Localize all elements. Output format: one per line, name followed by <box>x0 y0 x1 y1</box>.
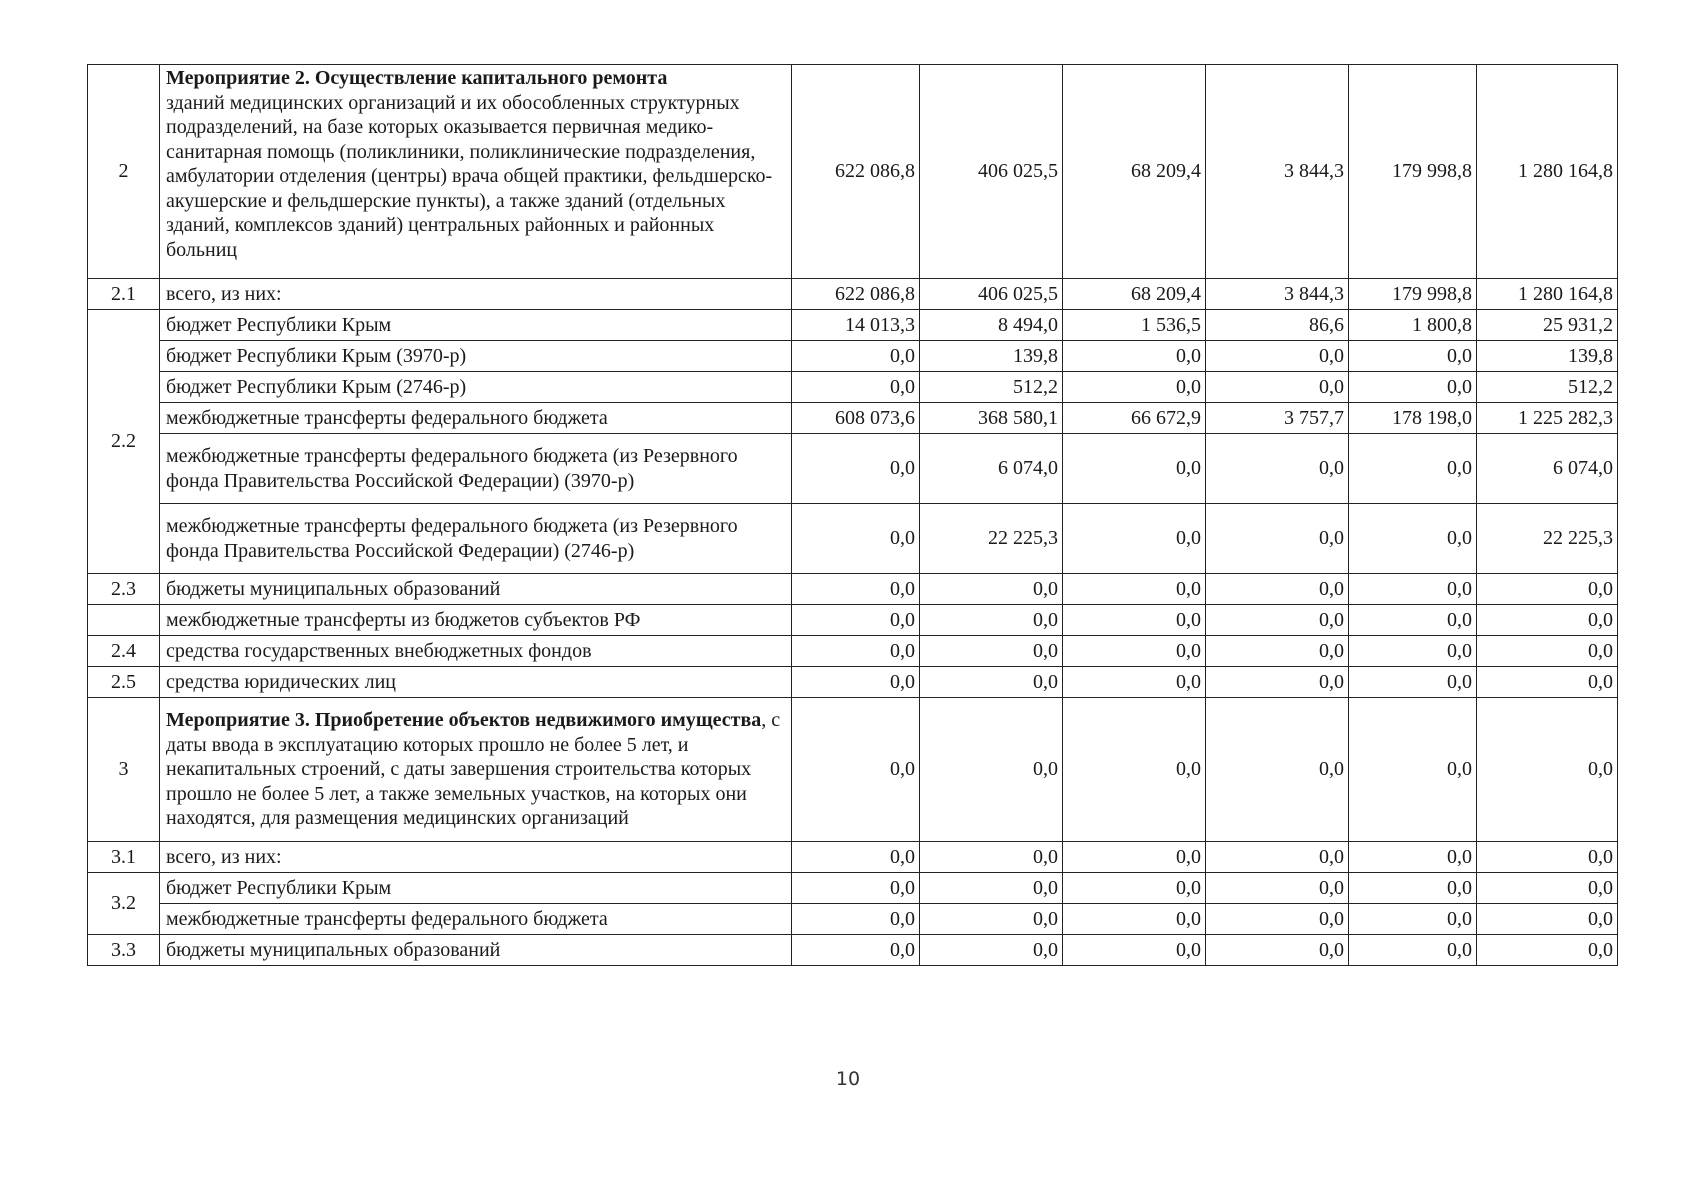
description-text: средства юридических лиц <box>166 670 396 693</box>
table-row <box>88 65 1618 279</box>
value-cell: 0,0 <box>1206 667 1349 698</box>
value-cell: 1 280 164,8 <box>1477 65 1618 279</box>
value-cell: 0,0 <box>1206 904 1349 935</box>
value-cell: 0,0 <box>1063 636 1206 667</box>
value-cell: 0,0 <box>1206 842 1349 873</box>
value-cell: 1 800,8 <box>1349 310 1477 341</box>
value-cell: 0,0 <box>1063 574 1206 605</box>
row-description <box>160 504 792 574</box>
value-cell: 0,0 <box>1349 574 1477 605</box>
value-cell: 6 074,0 <box>920 434 1063 504</box>
value-cell: 0,0 <box>1206 574 1349 605</box>
value-cell: 0,0 <box>920 667 1063 698</box>
value-cell: 608 073,6 <box>792 403 920 434</box>
value-cell: 0,0 <box>1206 698 1349 842</box>
row-description <box>160 279 792 310</box>
value-cell: 368 580,1 <box>920 403 1063 434</box>
value-cell: 0,0 <box>1206 341 1349 372</box>
value-cell: 0,0 <box>920 574 1063 605</box>
row-description <box>160 904 792 935</box>
value-cell: 406 025,5 <box>920 279 1063 310</box>
value-cell: 0,0 <box>792 574 920 605</box>
description-text: бюджет Республики Крым <box>166 313 392 336</box>
value-cell: 0,0 <box>792 504 920 574</box>
row-description <box>160 372 792 403</box>
row-number: 2.4 <box>88 636 160 667</box>
value-cell: 25 931,2 <box>1477 310 1618 341</box>
row-description <box>160 574 792 605</box>
value-cell: 0,0 <box>792 873 920 904</box>
value-cell: 0,0 <box>1349 873 1477 904</box>
value-cell: 0,0 <box>1206 873 1349 904</box>
table-row <box>88 698 1618 842</box>
value-cell: 0,0 <box>920 636 1063 667</box>
row-description <box>160 434 792 504</box>
row-description <box>160 341 792 372</box>
value-cell: 0,0 <box>920 605 1063 636</box>
value-cell: 0,0 <box>792 698 920 842</box>
value-cell: 0,0 <box>1063 605 1206 636</box>
value-cell: 0,0 <box>1477 873 1618 904</box>
table-row <box>88 341 1618 372</box>
value-cell: 66 672,9 <box>1063 403 1206 434</box>
value-cell: 0,0 <box>1206 372 1349 403</box>
value-cell: 0,0 <box>1063 842 1206 873</box>
measure-title: Мероприятие 2. Осуществление капитального ремонта <box>166 67 668 89</box>
row-description <box>160 310 792 341</box>
value-cell: 0,0 <box>1206 605 1349 636</box>
value-cell: 3 757,7 <box>1206 403 1349 434</box>
measure-title: Мероприятие 3. Приобретение объектов недвижимого имущества <box>166 709 762 732</box>
value-cell: 0,0 <box>1063 341 1206 372</box>
value-cell: 406 025,5 <box>920 65 1063 279</box>
value-cell: 0,0 <box>1349 698 1477 842</box>
value-cell: 0,0 <box>792 935 920 966</box>
value-cell: 22 225,3 <box>1477 504 1618 574</box>
description-text: межбюджетные трансферты федерального бюджета <box>166 907 608 930</box>
value-cell: 0,0 <box>1477 935 1618 966</box>
value-cell: 0,0 <box>1477 904 1618 935</box>
table-row <box>88 434 1618 504</box>
row-description <box>160 636 792 667</box>
table-row <box>88 935 1618 966</box>
value-cell: 68 209,4 <box>1063 279 1206 310</box>
row-number: 2 <box>88 65 160 279</box>
value-cell: 22 225,3 <box>920 504 1063 574</box>
table-row <box>88 667 1618 698</box>
value-cell: 139,8 <box>920 341 1063 372</box>
value-cell: 0,0 <box>1477 698 1618 842</box>
value-cell: 0,0 <box>1206 935 1349 966</box>
value-cell: 0,0 <box>792 667 920 698</box>
value-cell: 0,0 <box>792 605 920 636</box>
description-text: всего, из них: <box>166 845 282 868</box>
value-cell: 0,0 <box>1349 605 1477 636</box>
value-cell: 0,0 <box>1206 636 1349 667</box>
value-cell: 0,0 <box>1349 935 1477 966</box>
value-cell: 0,0 <box>792 434 920 504</box>
value-cell: 0,0 <box>920 873 1063 904</box>
value-cell: 622 086,8 <box>792 279 920 310</box>
value-cell: 139,8 <box>1477 341 1618 372</box>
description-text: бюджет Республики Крым <box>166 876 392 899</box>
row-number: 3 <box>88 698 160 842</box>
value-cell: 0,0 <box>1206 434 1349 504</box>
value-cell: 0,0 <box>1063 504 1206 574</box>
value-cell: 0,0 <box>1063 372 1206 403</box>
value-cell: 0,0 <box>1349 842 1477 873</box>
value-cell: 512,2 <box>920 372 1063 403</box>
value-cell: 0,0 <box>1477 667 1618 698</box>
table-row <box>88 574 1618 605</box>
row-number: 2.5 <box>88 667 160 698</box>
description-text: бюджет Республики Крым (3970-р) <box>166 344 467 367</box>
value-cell: 0,0 <box>920 935 1063 966</box>
value-cell: 0,0 <box>1349 636 1477 667</box>
value-cell: 0,0 <box>1063 904 1206 935</box>
table-row <box>88 873 1618 904</box>
value-cell: 3 844,3 <box>1206 65 1349 279</box>
table-body <box>88 65 1618 966</box>
value-cell: 0,0 <box>920 842 1063 873</box>
value-cell: 0,0 <box>792 372 920 403</box>
row-description <box>160 935 792 966</box>
value-cell: 179 998,8 <box>1349 65 1477 279</box>
table-row <box>88 310 1618 341</box>
row-description <box>160 698 792 842</box>
description-text: бюджеты муниципальных образований <box>166 577 501 600</box>
value-cell: 0,0 <box>1063 698 1206 842</box>
row-description <box>160 667 792 698</box>
description-text: межбюджетные трансферты федерального бюджета (из Резервного фонда Правительства Российской Федерации) (3970-р) <box>166 445 738 492</box>
value-cell: 8 494,0 <box>920 310 1063 341</box>
value-cell: 68 209,4 <box>1063 65 1206 279</box>
description-text: всего, из них: <box>166 282 282 305</box>
value-cell: 0,0 <box>1063 935 1206 966</box>
value-cell: 0,0 <box>1063 434 1206 504</box>
description-text: межбюджетные трансферты федерального бюджета <box>166 406 608 429</box>
value-cell: 0,0 <box>1063 667 1206 698</box>
row-description <box>160 842 792 873</box>
value-cell: 0,0 <box>792 341 920 372</box>
table-row <box>88 842 1618 873</box>
description-text: бюджеты муниципальных образований <box>166 938 501 961</box>
description-text: межбюджетные трансферты федерального бюджета (из Резервного фонда Правительства Российской Федерации) (2746-р) <box>166 515 738 562</box>
row-description <box>160 65 792 279</box>
table-row <box>88 904 1618 935</box>
value-cell: 86,6 <box>1206 310 1349 341</box>
table-row <box>88 372 1618 403</box>
row-number <box>88 605 160 636</box>
table-row <box>88 279 1618 310</box>
value-cell: 0,0 <box>792 842 920 873</box>
value-cell: 0,0 <box>1349 904 1477 935</box>
description-text: межбюджетные трансферты из бюджетов субъектов РФ <box>166 608 641 631</box>
value-cell: 0,0 <box>1477 842 1618 873</box>
value-cell: 0,0 <box>1063 873 1206 904</box>
value-cell: 0,0 <box>792 636 920 667</box>
value-cell: 512,2 <box>1477 372 1618 403</box>
row-description <box>160 403 792 434</box>
table-row <box>88 403 1618 434</box>
table-row <box>88 605 1618 636</box>
value-cell: 179 998,8 <box>1349 279 1477 310</box>
table-row <box>88 636 1618 667</box>
row-description <box>160 873 792 904</box>
row-number: 3.2 <box>88 873 160 935</box>
value-cell: 1 536,5 <box>1063 310 1206 341</box>
value-cell: 6 074,0 <box>1477 434 1618 504</box>
funding-table <box>87 64 1618 966</box>
value-cell: 14 013,3 <box>792 310 920 341</box>
value-cell: 0,0 <box>1477 574 1618 605</box>
page-number: 10 <box>835 1068 861 1090</box>
value-cell: 0,0 <box>1349 434 1477 504</box>
value-cell: 1 225 282,3 <box>1477 403 1618 434</box>
row-number: 3.3 <box>88 935 160 966</box>
description-text: средства государственных внебюджетных фондов <box>166 639 592 662</box>
value-cell: 0,0 <box>1477 605 1618 636</box>
value-cell: 0,0 <box>1477 636 1618 667</box>
row-number: 2.3 <box>88 574 160 605</box>
value-cell: 178 198,0 <box>1349 403 1477 434</box>
row-number: 3.1 <box>88 842 160 873</box>
value-cell: 0,0 <box>920 904 1063 935</box>
value-cell: 1 280 164,8 <box>1477 279 1618 310</box>
value-cell: 0,0 <box>920 698 1063 842</box>
description-text: зданий медицинских организаций и их обособленных структурных подразделений, на базе которых оказывается первичная медико-санитарная помощь (поликлиники, поликлинические подразделения, амбулатории отделения (центры) врача общей практики, фельдшерско-акушерские и фельдшерские пункты), а также зданий (отдельных зданий, комплексов зданий) центральных районных и районных больниц <box>166 91 773 261</box>
value-cell: 0,0 <box>1349 372 1477 403</box>
row-number: 2.2 <box>88 310 160 574</box>
row-description <box>160 605 792 636</box>
table-row <box>88 504 1618 574</box>
value-cell: 0,0 <box>1349 667 1477 698</box>
row-number: 2.1 <box>88 279 160 310</box>
description-text: бюджет Республики Крым (2746-р) <box>166 375 467 398</box>
description-text: , с даты ввода в эксплуатацию которых прошло не более 5 лет, и некапитальных строений, с даты завершения строительства которых прошло не более 5 лет, а также земельных участков, на которых они находятся, для размещения медицинских организаций <box>166 709 781 830</box>
value-cell: 0,0 <box>1349 504 1477 574</box>
value-cell: 0,0 <box>1206 504 1349 574</box>
value-cell: 0,0 <box>792 904 920 935</box>
value-cell: 622 086,8 <box>792 65 920 279</box>
value-cell: 0,0 <box>1349 341 1477 372</box>
value-cell: 3 844,3 <box>1206 279 1349 310</box>
